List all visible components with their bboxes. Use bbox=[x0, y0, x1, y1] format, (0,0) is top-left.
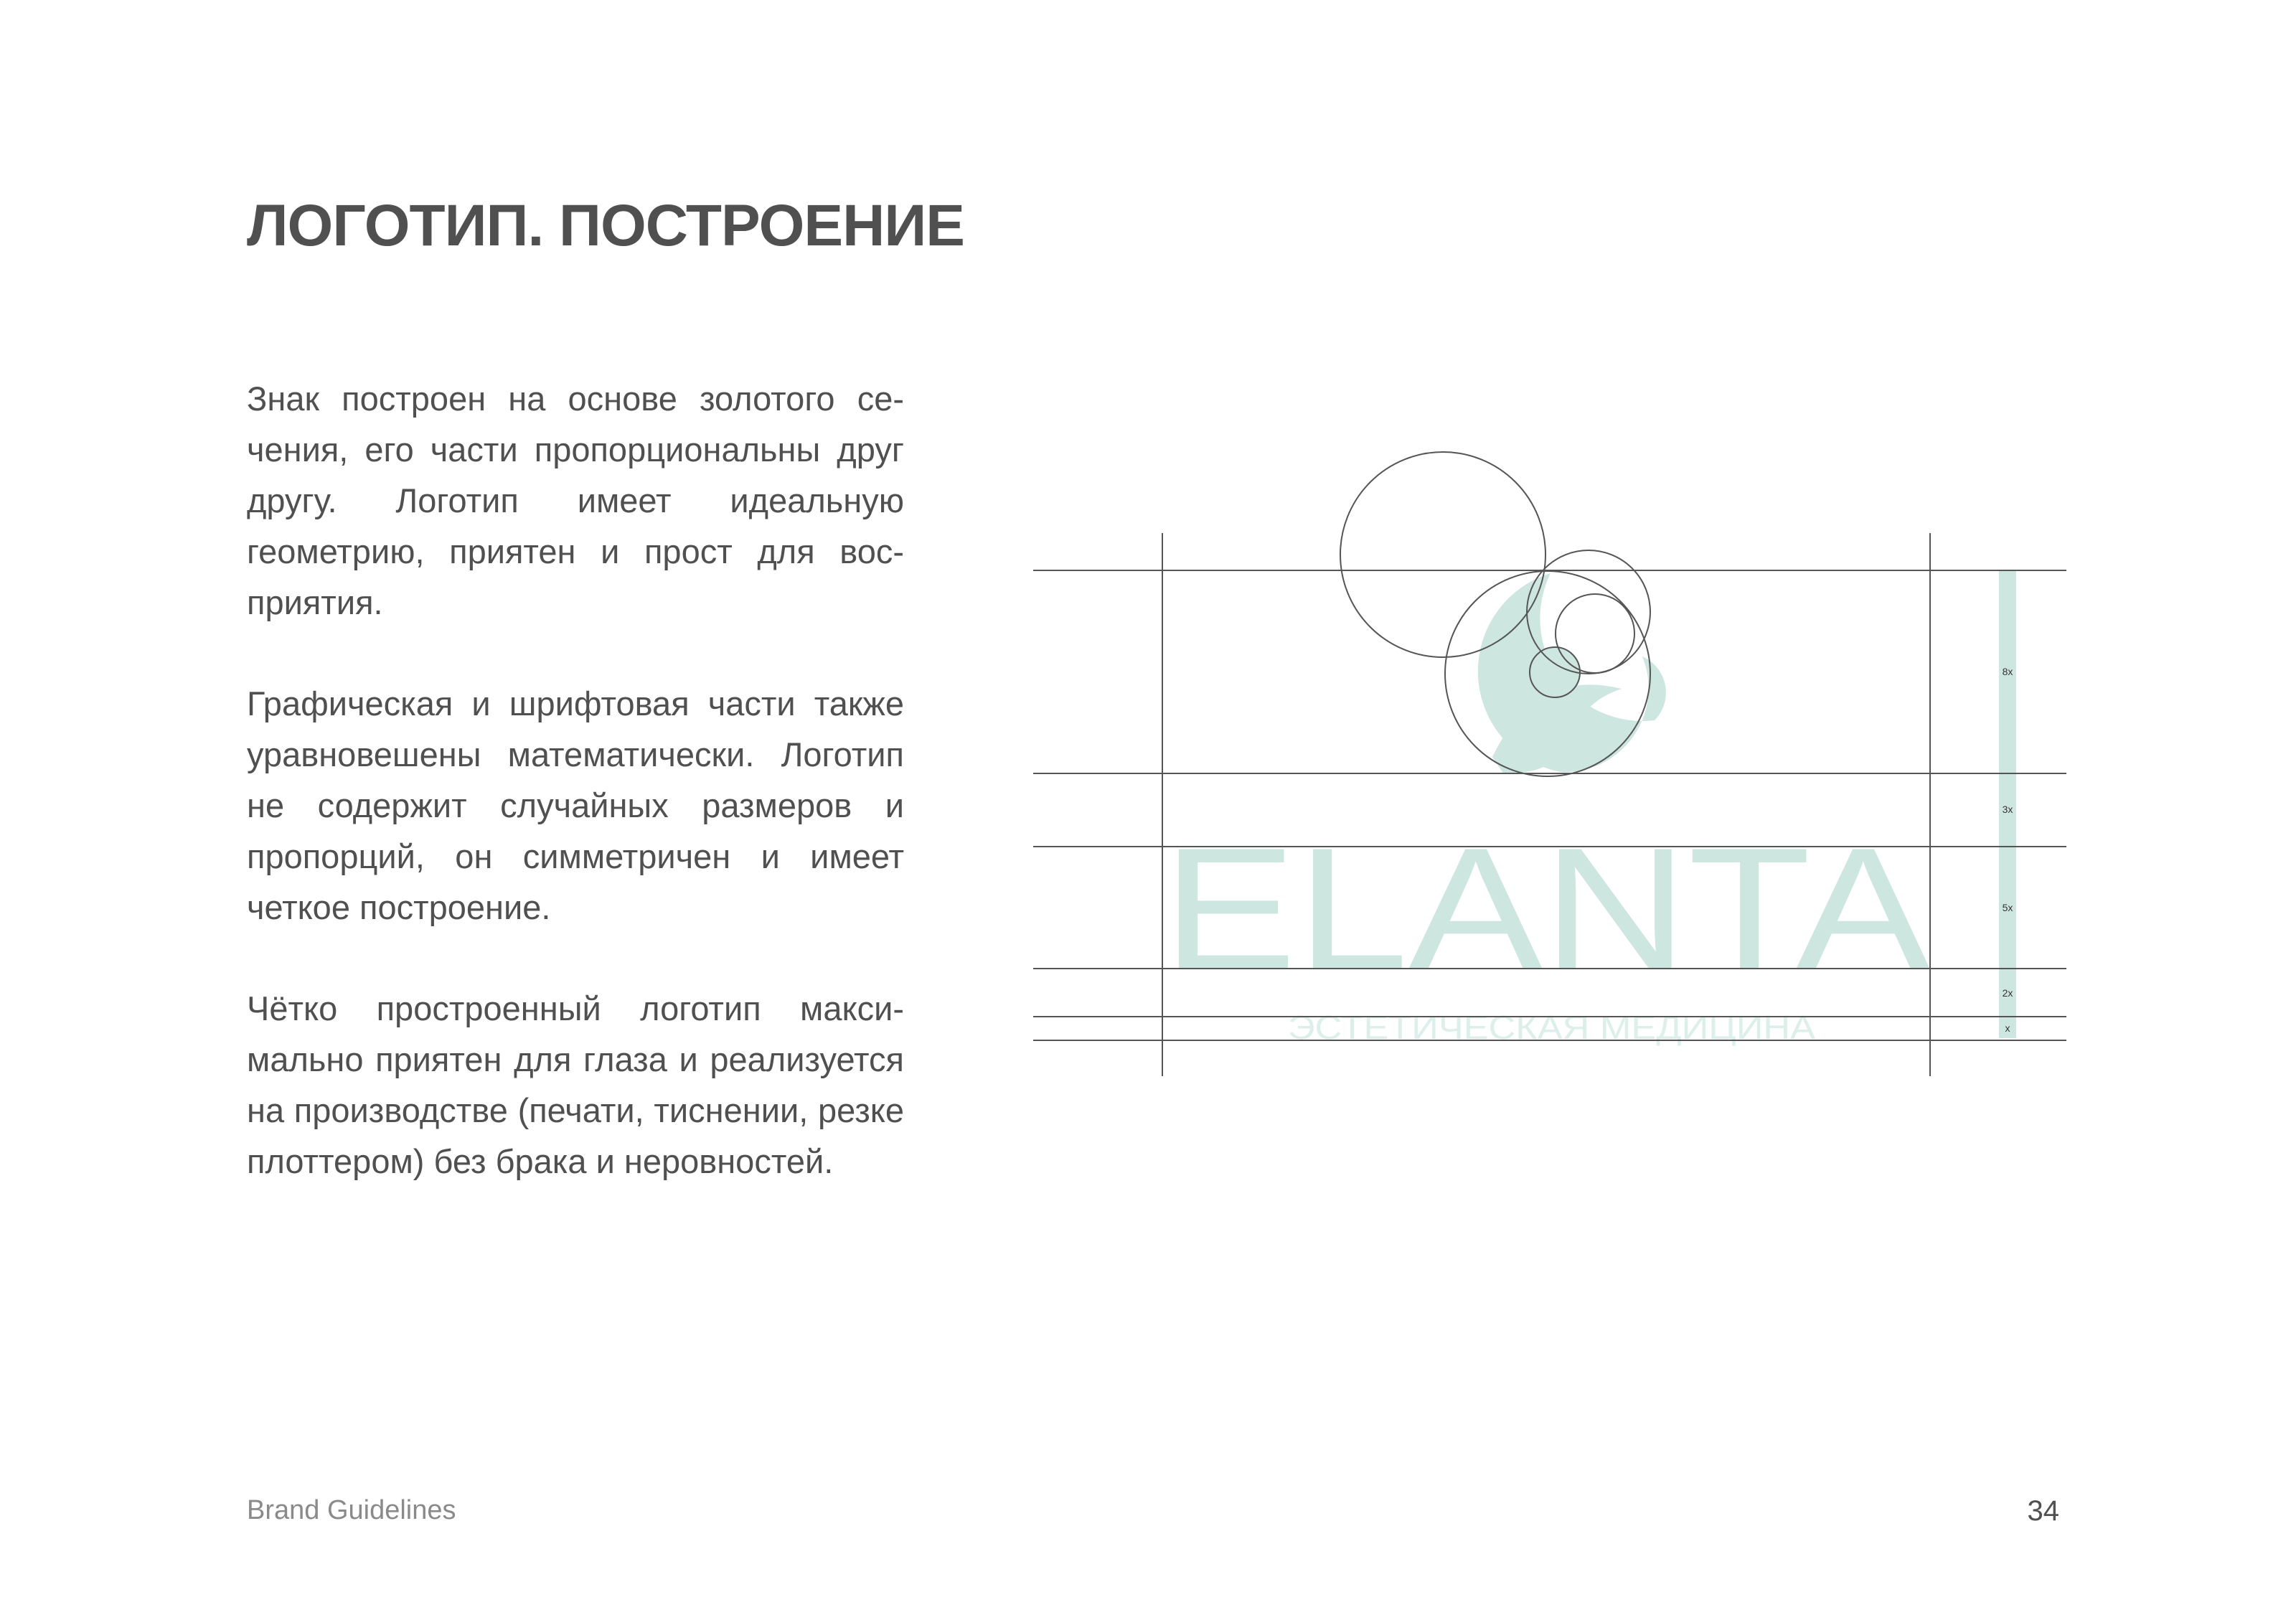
logo-construction-diagram bbox=[1033, 430, 2081, 1091]
logo-tagline: ЭСТЕТИЧЕСКАЯ МЕДИЦИНА bbox=[1288, 1009, 1816, 1046]
scale-label-2x: 2x bbox=[2002, 987, 2013, 999]
scale-label-x: x bbox=[2005, 1022, 2010, 1034]
paragraph-math-balance: Графическая и шрифтовая части также уравновешены математически. Логотип не содержит случайных размеров и пропорций, он симметричен и имеет четкое построение. bbox=[247, 684, 904, 926]
scale-label-5x: 5x bbox=[2002, 902, 2013, 913]
scale-label-3x: 3x bbox=[2002, 804, 2013, 815]
paragraph-production: Чётко простроенный логотип максимально приятен для глаза и реализуется на производстве (печати, тиснении, резке плоттером) без брака и неровностей. bbox=[247, 989, 904, 1180]
construction-circle-inner bbox=[1556, 594, 1634, 673]
page-number: 34 bbox=[2027, 1495, 2059, 1527]
construction-circle-upper bbox=[1527, 550, 1650, 674]
scale-label-8x: 8x bbox=[2002, 666, 2013, 677]
footer-label: Brand Guidelines bbox=[247, 1495, 456, 1525]
paragraph-golden-ratio: Знак построен на основе золотого сечения, его части пропорциональны друг другу. Логотип имеет идеальную геометрию, приятен и прост для восприятия. bbox=[247, 380, 904, 621]
logo-wordmark: ELANTA bbox=[1162, 812, 1930, 1006]
logo-mark bbox=[1478, 573, 1666, 775]
page-title: ЛОГОТИП. ПОСТРОЕНИЕ bbox=[247, 193, 964, 258]
body-text bbox=[247, 373, 904, 1237]
